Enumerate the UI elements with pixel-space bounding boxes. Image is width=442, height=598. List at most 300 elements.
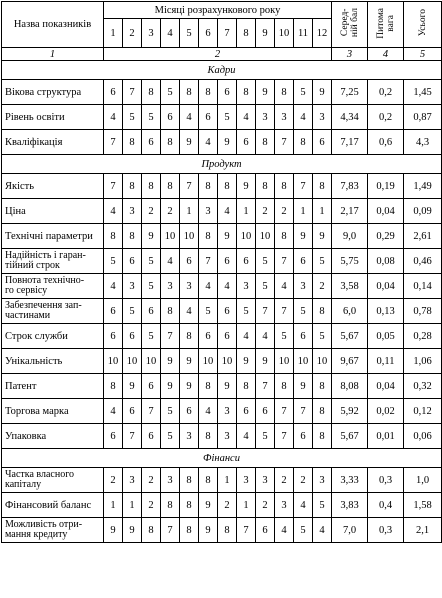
indicator-name: Повнота технічно- го сервісу xyxy=(2,274,104,299)
table-row xyxy=(2,249,442,274)
average-value: 7,83 xyxy=(332,174,368,199)
average-value: 5,75 xyxy=(332,249,368,274)
table-row xyxy=(2,80,442,105)
month-value: 1 xyxy=(237,493,256,518)
table-row xyxy=(2,174,442,199)
month-value: 1 xyxy=(180,199,199,224)
month-value: 5 xyxy=(123,299,142,324)
month-value: 6 xyxy=(218,324,237,349)
month-value: 10 xyxy=(313,349,332,374)
month-value: 4 xyxy=(199,130,218,155)
month-value: 2 xyxy=(104,468,123,493)
month-value: 9 xyxy=(123,518,142,543)
month-value: 8 xyxy=(275,224,294,249)
indicators-table xyxy=(1,1,442,543)
average-value: 9,0 xyxy=(332,224,368,249)
month-value: 6 xyxy=(218,80,237,105)
month-header: 2 xyxy=(123,19,142,48)
total-value: 0,87 xyxy=(404,105,442,130)
month-value: 8 xyxy=(142,174,161,199)
month-value: 8 xyxy=(180,518,199,543)
month-value: 10 xyxy=(199,349,218,374)
month-value: 6 xyxy=(161,105,180,130)
month-value: 5 xyxy=(142,324,161,349)
month-value: 10 xyxy=(104,349,123,374)
section-title: Фінанси xyxy=(2,449,442,468)
month-value: 4 xyxy=(104,199,123,224)
average-value: 4,34 xyxy=(332,105,368,130)
month-value: 6 xyxy=(142,130,161,155)
month-value: 4 xyxy=(294,493,313,518)
month-value: 3 xyxy=(180,424,199,449)
month-value: 3 xyxy=(275,105,294,130)
month-value: 6 xyxy=(142,374,161,399)
month-value: 1 xyxy=(313,199,332,224)
table-row xyxy=(2,224,442,249)
weight-value: 0,4 xyxy=(368,493,404,518)
month-value: 9 xyxy=(256,80,275,105)
weight-header-label: Питома вага xyxy=(375,7,396,39)
month-value: 6 xyxy=(180,249,199,274)
weight-value: 0,04 xyxy=(368,274,404,299)
column-number: 5 xyxy=(404,48,442,61)
month-value: 6 xyxy=(256,399,275,424)
total-value: 1,49 xyxy=(404,174,442,199)
month-value: 6 xyxy=(313,130,332,155)
average-header-label: Серед- ній бал xyxy=(339,8,360,38)
month-value: 10 xyxy=(218,349,237,374)
month-value: 8 xyxy=(237,374,256,399)
table-row xyxy=(2,105,442,130)
month-value: 7 xyxy=(104,174,123,199)
month-value: 6 xyxy=(104,324,123,349)
month-value: 3 xyxy=(256,105,275,130)
month-value: 2 xyxy=(294,468,313,493)
month-value: 5 xyxy=(161,80,180,105)
month-value: 9 xyxy=(199,493,218,518)
month-value: 3 xyxy=(237,274,256,299)
month-value: 5 xyxy=(142,274,161,299)
month-value: 8 xyxy=(104,224,123,249)
month-header: 4 xyxy=(161,19,180,48)
month-header: 7 xyxy=(218,19,237,48)
table-row xyxy=(2,374,442,399)
month-value: 5 xyxy=(256,274,275,299)
weight-value: 0,04 xyxy=(368,199,404,224)
month-value: 8 xyxy=(161,130,180,155)
indicator-name: Вікова структура xyxy=(2,80,104,105)
month-value: 7 xyxy=(123,424,142,449)
month-value: 4 xyxy=(313,518,332,543)
indicator-name: Ціна xyxy=(2,199,104,224)
month-value: 9 xyxy=(142,224,161,249)
average-value: 3,58 xyxy=(332,274,368,299)
column-numbers-row xyxy=(2,48,442,61)
weight-value: 0,3 xyxy=(368,518,404,543)
header-row-top xyxy=(2,2,442,19)
month-value: 5 xyxy=(313,324,332,349)
month-value: 7 xyxy=(123,80,142,105)
weight-value: 0,2 xyxy=(368,80,404,105)
table-row xyxy=(2,518,442,543)
month-value: 8 xyxy=(161,299,180,324)
month-value: 3 xyxy=(313,468,332,493)
total-header xyxy=(404,2,442,48)
total-value: 4,3 xyxy=(404,130,442,155)
average-value: 8,08 xyxy=(332,374,368,399)
month-value: 9 xyxy=(161,374,180,399)
month-value: 8 xyxy=(161,493,180,518)
month-value: 6 xyxy=(294,249,313,274)
month-value: 4 xyxy=(199,274,218,299)
month-value: 6 xyxy=(180,399,199,424)
month-value: 9 xyxy=(161,349,180,374)
month-value: 8 xyxy=(313,374,332,399)
month-header: 11 xyxy=(294,19,313,48)
month-value: 10 xyxy=(275,349,294,374)
month-value: 8 xyxy=(123,174,142,199)
total-value: 0,12 xyxy=(404,399,442,424)
month-value: 6 xyxy=(104,80,123,105)
month-value: 3 xyxy=(161,468,180,493)
month-value: 4 xyxy=(275,274,294,299)
month-value: 4 xyxy=(237,105,256,130)
month-value: 6 xyxy=(123,399,142,424)
month-value: 8 xyxy=(275,174,294,199)
indicator-name: Технічні параметри xyxy=(2,224,104,249)
month-value: 5 xyxy=(161,399,180,424)
weight-value: 0,05 xyxy=(368,324,404,349)
month-value: 10 xyxy=(161,224,180,249)
month-value: 4 xyxy=(237,424,256,449)
table-row xyxy=(2,130,442,155)
month-value: 1 xyxy=(123,493,142,518)
month-value: 8 xyxy=(199,374,218,399)
month-value: 6 xyxy=(104,299,123,324)
average-value: 5,67 xyxy=(332,424,368,449)
average-header xyxy=(332,2,368,48)
month-value: 5 xyxy=(294,518,313,543)
month-value: 6 xyxy=(237,399,256,424)
month-header: 8 xyxy=(237,19,256,48)
table-row xyxy=(2,324,442,349)
column-number: 1 xyxy=(2,48,104,61)
month-value: 4 xyxy=(218,274,237,299)
month-value: 6 xyxy=(237,249,256,274)
month-value: 3 xyxy=(123,274,142,299)
month-value: 2 xyxy=(256,199,275,224)
month-value: 8 xyxy=(256,174,275,199)
month-header: 3 xyxy=(142,19,161,48)
month-value: 9 xyxy=(104,518,123,543)
table-row xyxy=(2,493,442,518)
total-value: 0,32 xyxy=(404,374,442,399)
average-value: 3,83 xyxy=(332,493,368,518)
total-value: 0,28 xyxy=(404,324,442,349)
month-header: 9 xyxy=(256,19,275,48)
month-value: 4 xyxy=(104,105,123,130)
month-value: 7 xyxy=(180,174,199,199)
weight-value: 0,6 xyxy=(368,130,404,155)
month-value: 7 xyxy=(275,399,294,424)
total-value: 1,0 xyxy=(404,468,442,493)
month-value: 8 xyxy=(218,174,237,199)
month-value: 3 xyxy=(218,399,237,424)
month-value: 10 xyxy=(237,224,256,249)
month-value: 7 xyxy=(256,299,275,324)
month-value: 2 xyxy=(218,493,237,518)
month-value: 5 xyxy=(104,249,123,274)
total-header-label: Усього xyxy=(417,9,428,37)
month-value: 4 xyxy=(104,399,123,424)
weight-value: 0,02 xyxy=(368,399,404,424)
month-value: 7 xyxy=(161,518,180,543)
weight-value: 0,2 xyxy=(368,105,404,130)
weight-header xyxy=(368,2,404,48)
month-value: 9 xyxy=(218,374,237,399)
month-value: 8 xyxy=(180,468,199,493)
total-value: 1,58 xyxy=(404,493,442,518)
table-row xyxy=(2,299,442,324)
column-number: 4 xyxy=(368,48,404,61)
total-value: 0,09 xyxy=(404,199,442,224)
month-value: 8 xyxy=(237,80,256,105)
weight-value: 0,19 xyxy=(368,174,404,199)
average-value: 2,17 xyxy=(332,199,368,224)
table-row xyxy=(2,199,442,224)
month-value: 6 xyxy=(294,324,313,349)
indicator-name: Частка власного капіталу xyxy=(2,468,104,493)
month-value: 10 xyxy=(294,349,313,374)
month-value: 3 xyxy=(123,199,142,224)
month-value: 8 xyxy=(218,518,237,543)
month-value: 2 xyxy=(313,274,332,299)
month-value: 10 xyxy=(123,349,142,374)
month-value: 9 xyxy=(294,374,313,399)
month-value: 9 xyxy=(218,130,237,155)
month-value: 5 xyxy=(161,424,180,449)
month-value: 6 xyxy=(294,424,313,449)
month-value: 5 xyxy=(275,324,294,349)
month-value: 4 xyxy=(180,299,199,324)
weight-value: 0,29 xyxy=(368,224,404,249)
month-value: 8 xyxy=(123,224,142,249)
document-page xyxy=(0,1,442,598)
month-value: 3 xyxy=(275,493,294,518)
month-value: 2 xyxy=(275,468,294,493)
month-value: 8 xyxy=(294,130,313,155)
month-value: 7 xyxy=(256,374,275,399)
month-value: 7 xyxy=(237,518,256,543)
month-value: 1 xyxy=(104,493,123,518)
month-value: 8 xyxy=(256,130,275,155)
month-header: 1 xyxy=(104,19,123,48)
month-value: 8 xyxy=(180,324,199,349)
table-body xyxy=(2,61,442,543)
month-value: 6 xyxy=(142,299,161,324)
month-value: 9 xyxy=(313,80,332,105)
month-value: 1 xyxy=(218,468,237,493)
month-value: 1 xyxy=(237,199,256,224)
weight-value: 0,01 xyxy=(368,424,404,449)
month-value: 2 xyxy=(275,199,294,224)
section-title: Продукт xyxy=(2,155,442,174)
section-title: Кадри xyxy=(2,61,442,80)
indicator-name: Якість xyxy=(2,174,104,199)
month-value: 8 xyxy=(313,174,332,199)
indicator-name-header: Назва показників xyxy=(2,2,104,48)
month-value: 8 xyxy=(199,80,218,105)
month-value: 5 xyxy=(237,299,256,324)
month-value: 5 xyxy=(199,299,218,324)
month-value: 7 xyxy=(275,424,294,449)
total-value: 0,14 xyxy=(404,274,442,299)
month-value: 5 xyxy=(294,299,313,324)
indicator-name: Строк служби xyxy=(2,324,104,349)
indicator-name: Рівень освіти xyxy=(2,105,104,130)
month-value: 10 xyxy=(142,349,161,374)
average-value: 5,67 xyxy=(332,324,368,349)
table-row xyxy=(2,468,442,493)
section-row xyxy=(2,61,442,80)
average-value: 5,92 xyxy=(332,399,368,424)
month-value: 5 xyxy=(313,493,332,518)
month-value: 8 xyxy=(180,80,199,105)
section-row xyxy=(2,449,442,468)
month-value: 8 xyxy=(142,80,161,105)
month-value: 7 xyxy=(275,130,294,155)
total-value: 1,06 xyxy=(404,349,442,374)
average-value: 3,33 xyxy=(332,468,368,493)
month-value: 6 xyxy=(199,105,218,130)
month-value: 7 xyxy=(294,399,313,424)
months-title-header: Місяці розрахункового року xyxy=(104,2,332,19)
month-value: 5 xyxy=(256,424,275,449)
month-value: 6 xyxy=(256,518,275,543)
total-value: 0,06 xyxy=(404,424,442,449)
month-value: 9 xyxy=(256,349,275,374)
month-value: 9 xyxy=(294,224,313,249)
total-value: 0,46 xyxy=(404,249,442,274)
month-value: 4 xyxy=(256,324,275,349)
table-row xyxy=(2,349,442,374)
month-header: 12 xyxy=(313,19,332,48)
month-value: 5 xyxy=(123,105,142,130)
month-value: 8 xyxy=(313,299,332,324)
month-value: 7 xyxy=(142,399,161,424)
weight-value: 0,13 xyxy=(368,299,404,324)
month-value: 8 xyxy=(313,424,332,449)
month-value: 8 xyxy=(313,399,332,424)
month-value: 10 xyxy=(180,224,199,249)
month-value: 6 xyxy=(142,424,161,449)
month-value: 4 xyxy=(218,199,237,224)
month-value: 8 xyxy=(123,130,142,155)
month-value: 9 xyxy=(218,224,237,249)
month-value: 5 xyxy=(142,105,161,130)
month-value: 8 xyxy=(199,424,218,449)
month-value: 8 xyxy=(199,468,218,493)
month-value: 9 xyxy=(237,349,256,374)
average-value: 9,67 xyxy=(332,349,368,374)
table-row xyxy=(2,399,442,424)
month-value: 1 xyxy=(294,199,313,224)
month-value: 6 xyxy=(199,324,218,349)
month-header: 10 xyxy=(275,19,294,48)
month-value: 9 xyxy=(180,349,199,374)
month-value: 8 xyxy=(180,493,199,518)
month-value: 6 xyxy=(218,299,237,324)
month-value: 5 xyxy=(142,249,161,274)
month-value: 3 xyxy=(313,105,332,130)
month-value: 3 xyxy=(294,274,313,299)
weight-value: 0,3 xyxy=(368,468,404,493)
month-value: 10 xyxy=(256,224,275,249)
month-value: 4 xyxy=(275,518,294,543)
month-value: 2 xyxy=(256,493,275,518)
month-value: 6 xyxy=(104,424,123,449)
month-value: 8 xyxy=(142,518,161,543)
month-header: 5 xyxy=(180,19,199,48)
month-value: 3 xyxy=(123,468,142,493)
month-value: 6 xyxy=(123,324,142,349)
month-value: 4 xyxy=(104,274,123,299)
average-value: 6,0 xyxy=(332,299,368,324)
month-value: 8 xyxy=(199,174,218,199)
section-row xyxy=(2,155,442,174)
month-value: 8 xyxy=(275,374,294,399)
column-number: 2 xyxy=(104,48,332,61)
month-value: 7 xyxy=(199,249,218,274)
weight-value: 0,04 xyxy=(368,374,404,399)
month-value: 3 xyxy=(161,274,180,299)
total-value: 2,61 xyxy=(404,224,442,249)
total-value: 0,78 xyxy=(404,299,442,324)
month-value: 8 xyxy=(161,174,180,199)
month-value: 3 xyxy=(218,424,237,449)
month-value: 4 xyxy=(180,105,199,130)
month-value: 7 xyxy=(275,299,294,324)
indicator-name: Упаковка xyxy=(2,424,104,449)
table-row xyxy=(2,274,442,299)
month-value: 7 xyxy=(294,174,313,199)
average-value: 7,0 xyxy=(332,518,368,543)
month-value: 3 xyxy=(199,199,218,224)
month-value: 6 xyxy=(237,130,256,155)
month-value: 3 xyxy=(237,468,256,493)
month-value: 9 xyxy=(237,174,256,199)
indicator-name: Кваліфікація xyxy=(2,130,104,155)
month-value: 3 xyxy=(180,274,199,299)
month-value: 5 xyxy=(313,249,332,274)
month-value: 7 xyxy=(161,324,180,349)
month-value: 2 xyxy=(142,468,161,493)
month-value: 9 xyxy=(123,374,142,399)
indicator-name: Фінансовий баланс xyxy=(2,493,104,518)
total-value: 1,45 xyxy=(404,80,442,105)
average-value: 7,25 xyxy=(332,80,368,105)
month-value: 5 xyxy=(256,249,275,274)
month-value: 3 xyxy=(256,468,275,493)
month-value: 2 xyxy=(142,493,161,518)
month-value: 8 xyxy=(199,224,218,249)
indicator-name: Унікальність xyxy=(2,349,104,374)
month-header: 6 xyxy=(199,19,218,48)
weight-value: 0,11 xyxy=(368,349,404,374)
month-value: 4 xyxy=(237,324,256,349)
month-value: 4 xyxy=(199,399,218,424)
indicator-name: Торгова марка xyxy=(2,399,104,424)
